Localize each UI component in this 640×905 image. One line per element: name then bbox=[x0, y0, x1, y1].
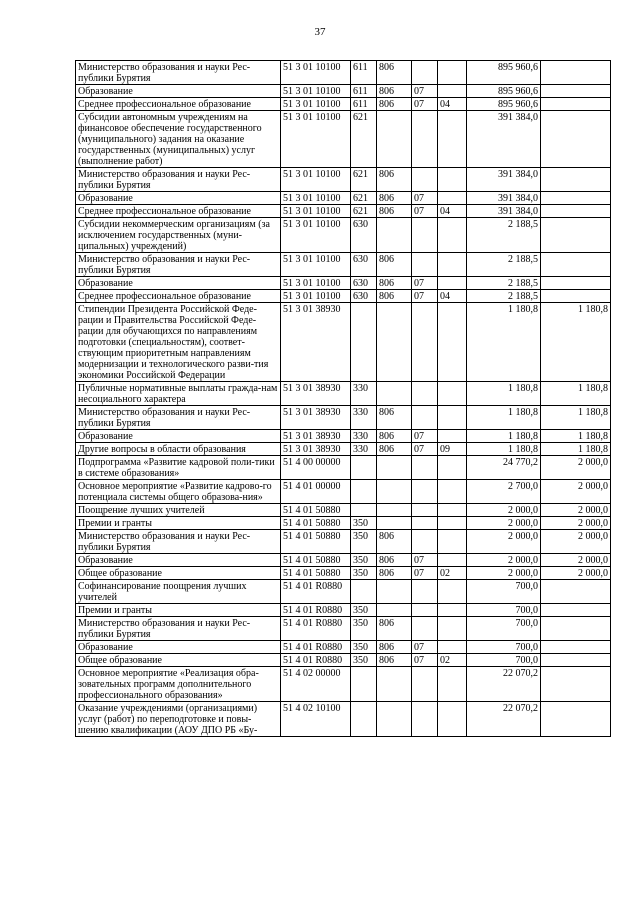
amount-total-cell: 895 960,6 bbox=[467, 61, 541, 85]
amount-federal-cell: 1 180,8 bbox=[541, 406, 611, 430]
target-code-cell: 51 3 01 10100 bbox=[281, 85, 351, 98]
amount-federal-cell bbox=[541, 604, 611, 617]
table-row bbox=[76, 443, 611, 456]
section-cell bbox=[412, 530, 438, 554]
row-name-cell: Основное мероприятие «Реализация обра-зовательных программ дополнительного профессионального образования» bbox=[76, 667, 281, 702]
row-name-cell: Основное мероприятие «Развитие кадрово-го потенциала системы общего образова-ния» bbox=[76, 480, 281, 504]
target-code-cell: 51 3 01 38930 bbox=[281, 303, 351, 382]
amount-total-cell: 2 700,0 bbox=[467, 480, 541, 504]
table-row bbox=[76, 192, 611, 205]
department-cell: 806 bbox=[377, 430, 412, 443]
row-name-cell: Общее образование bbox=[76, 654, 281, 667]
row-name-cell: Министерство образования и науки Рес-публики Бурятия bbox=[76, 61, 281, 85]
amount-federal-cell bbox=[541, 277, 611, 290]
amount-total-cell: 391 384,0 bbox=[467, 168, 541, 192]
target-code-cell: 51 4 01 00000 bbox=[281, 480, 351, 504]
row-name-cell: Образование bbox=[76, 192, 281, 205]
subsection-cell bbox=[438, 617, 467, 641]
department-cell: 806 bbox=[377, 406, 412, 430]
target-code-cell: 51 4 01 R0880 bbox=[281, 617, 351, 641]
target-code-cell: 51 4 01 R0880 bbox=[281, 654, 351, 667]
amount-federal-cell: 1 180,8 bbox=[541, 303, 611, 382]
target-code-cell: 51 3 01 10100 bbox=[281, 277, 351, 290]
section-cell: 07 bbox=[412, 192, 438, 205]
section-cell: 07 bbox=[412, 205, 438, 218]
expense-type-cell: 621 bbox=[351, 111, 377, 168]
amount-federal-cell bbox=[541, 580, 611, 604]
expense-type-cell: 350 bbox=[351, 530, 377, 554]
target-code-cell: 51 4 02 10100 bbox=[281, 702, 351, 737]
section-cell bbox=[412, 702, 438, 737]
row-name-cell: Оказание учреждениями (организациями) услуг (работ) по переподготовке и повы-шению квалификации (АОУ ДПО РБ «Бу- bbox=[76, 702, 281, 737]
section-cell bbox=[412, 406, 438, 430]
table-row bbox=[76, 504, 611, 517]
expense-type-cell: 630 bbox=[351, 253, 377, 277]
department-cell bbox=[377, 604, 412, 617]
table-row bbox=[76, 580, 611, 604]
row-name-cell: Министерство образования и науки Рес-публики Бурятия bbox=[76, 168, 281, 192]
amount-federal-cell bbox=[541, 192, 611, 205]
expense-type-cell: 621 bbox=[351, 168, 377, 192]
table-row bbox=[76, 303, 611, 382]
section-cell bbox=[412, 253, 438, 277]
row-name-cell: Министерство образования и науки Рес-публики Бурятия bbox=[76, 253, 281, 277]
row-name-cell: Министерство образования и науки Рес-публики Бурятия bbox=[76, 617, 281, 641]
target-code-cell: 51 3 01 38930 bbox=[281, 430, 351, 443]
target-code-cell: 51 3 01 10100 bbox=[281, 205, 351, 218]
amount-total-cell: 700,0 bbox=[467, 654, 541, 667]
subsection-cell bbox=[438, 430, 467, 443]
amount-total-cell: 1 180,8 bbox=[467, 430, 541, 443]
subsection-cell bbox=[438, 604, 467, 617]
expense-type-cell: 621 bbox=[351, 192, 377, 205]
subsection-cell bbox=[438, 504, 467, 517]
section-cell bbox=[412, 111, 438, 168]
amount-federal-cell: 2 000,0 bbox=[541, 567, 611, 580]
department-cell bbox=[377, 517, 412, 530]
subsection-cell bbox=[438, 382, 467, 406]
department-cell: 806 bbox=[377, 253, 412, 277]
section-cell: 07 bbox=[412, 641, 438, 654]
section-cell: 07 bbox=[412, 98, 438, 111]
amount-federal-cell: 2 000,0 bbox=[541, 517, 611, 530]
amount-federal-cell: 1 180,8 bbox=[541, 382, 611, 406]
row-name-cell: Публичные нормативные выплаты гражда-нам несоциального характера bbox=[76, 382, 281, 406]
table-row bbox=[76, 382, 611, 406]
amount-federal-cell: 2 000,0 bbox=[541, 504, 611, 517]
amount-total-cell: 700,0 bbox=[467, 580, 541, 604]
department-cell: 806 bbox=[377, 205, 412, 218]
subsection-cell bbox=[438, 530, 467, 554]
subsection-cell: 04 bbox=[438, 205, 467, 218]
amount-total-cell: 22 070,2 bbox=[467, 702, 541, 737]
subsection-cell bbox=[438, 702, 467, 737]
department-cell: 806 bbox=[377, 654, 412, 667]
amount-total-cell: 391 384,0 bbox=[467, 205, 541, 218]
table-row bbox=[76, 567, 611, 580]
section-cell: 07 bbox=[412, 554, 438, 567]
row-name-cell: Общее образование bbox=[76, 567, 281, 580]
row-name-cell: Другие вопросы в области образования bbox=[76, 443, 281, 456]
department-cell: 806 bbox=[377, 617, 412, 641]
table-row bbox=[76, 517, 611, 530]
amount-federal-cell bbox=[541, 168, 611, 192]
department-cell bbox=[377, 580, 412, 604]
subsection-cell bbox=[438, 111, 467, 168]
target-code-cell: 51 4 01 R0880 bbox=[281, 604, 351, 617]
expense-type-cell bbox=[351, 456, 377, 480]
table-row bbox=[76, 554, 611, 567]
expense-type-cell bbox=[351, 303, 377, 382]
target-code-cell: 51 3 01 38930 bbox=[281, 443, 351, 456]
department-cell: 806 bbox=[377, 443, 412, 456]
section-cell bbox=[412, 504, 438, 517]
subsection-cell bbox=[438, 580, 467, 604]
subsection-cell bbox=[438, 554, 467, 567]
target-code-cell: 51 3 01 10100 bbox=[281, 192, 351, 205]
amount-federal-cell: 1 180,8 bbox=[541, 443, 611, 456]
amount-total-cell: 700,0 bbox=[467, 641, 541, 654]
expense-type-cell: 330 bbox=[351, 430, 377, 443]
table-row bbox=[76, 480, 611, 504]
section-cell bbox=[412, 667, 438, 702]
department-cell: 806 bbox=[377, 192, 412, 205]
section-cell: 07 bbox=[412, 290, 438, 303]
table-row bbox=[76, 85, 611, 98]
amount-total-cell: 2 188,5 bbox=[467, 277, 541, 290]
department-cell bbox=[377, 504, 412, 517]
row-name-cell: Образование bbox=[76, 85, 281, 98]
table-row bbox=[76, 406, 611, 430]
section-cell bbox=[412, 61, 438, 85]
amount-total-cell: 700,0 bbox=[467, 604, 541, 617]
amount-federal-cell: 2 000,0 bbox=[541, 480, 611, 504]
amount-federal-cell bbox=[541, 218, 611, 253]
amount-federal-cell: 1 180,8 bbox=[541, 430, 611, 443]
amount-federal-cell bbox=[541, 702, 611, 737]
table-row bbox=[76, 530, 611, 554]
section-cell bbox=[412, 382, 438, 406]
expense-type-cell: 350 bbox=[351, 567, 377, 580]
table-row bbox=[76, 654, 611, 667]
department-cell: 806 bbox=[377, 98, 412, 111]
section-cell: 07 bbox=[412, 430, 438, 443]
department-cell bbox=[377, 218, 412, 253]
target-code-cell: 51 4 01 50880 bbox=[281, 554, 351, 567]
table-row bbox=[76, 205, 611, 218]
expense-type-cell: 350 bbox=[351, 654, 377, 667]
subsection-cell: 04 bbox=[438, 98, 467, 111]
department-cell: 806 bbox=[377, 530, 412, 554]
section-cell bbox=[412, 480, 438, 504]
amount-total-cell: 2 000,0 bbox=[467, 530, 541, 554]
target-code-cell: 51 4 01 50880 bbox=[281, 567, 351, 580]
table-row bbox=[76, 617, 611, 641]
target-code-cell: 51 3 01 38930 bbox=[281, 382, 351, 406]
expense-type-cell bbox=[351, 504, 377, 517]
amount-total-cell: 22 070,2 bbox=[467, 667, 541, 702]
department-cell: 806 bbox=[377, 290, 412, 303]
department-cell: 806 bbox=[377, 61, 412, 85]
row-name-cell: Среднее профессиональное образование bbox=[76, 205, 281, 218]
amount-federal-cell: 2 000,0 bbox=[541, 554, 611, 567]
section-cell bbox=[412, 218, 438, 253]
department-cell: 806 bbox=[377, 277, 412, 290]
subsection-cell bbox=[438, 218, 467, 253]
section-cell: 07 bbox=[412, 443, 438, 456]
target-code-cell: 51 3 01 10100 bbox=[281, 290, 351, 303]
expense-type-cell: 630 bbox=[351, 218, 377, 253]
expense-type-cell: 611 bbox=[351, 98, 377, 111]
expense-type-cell: 330 bbox=[351, 406, 377, 430]
section-cell bbox=[412, 456, 438, 480]
row-name-cell: Премии и гранты bbox=[76, 517, 281, 530]
table-row bbox=[76, 277, 611, 290]
amount-total-cell: 2 000,0 bbox=[467, 517, 541, 530]
amount-federal-cell bbox=[541, 98, 611, 111]
expense-type-cell: 630 bbox=[351, 290, 377, 303]
section-cell bbox=[412, 617, 438, 641]
row-name-cell: Министерство образования и науки Рес-публики Бурятия bbox=[76, 406, 281, 430]
target-code-cell: 51 3 01 10100 bbox=[281, 98, 351, 111]
subsection-cell: 02 bbox=[438, 567, 467, 580]
row-name-cell: Образование bbox=[76, 554, 281, 567]
section-cell: 07 bbox=[412, 85, 438, 98]
subsection-cell bbox=[438, 277, 467, 290]
amount-federal-cell bbox=[541, 253, 611, 277]
expense-type-cell: 330 bbox=[351, 382, 377, 406]
subsection-cell: 09 bbox=[438, 443, 467, 456]
amount-federal-cell bbox=[541, 641, 611, 654]
section-cell bbox=[412, 168, 438, 192]
section-cell bbox=[412, 517, 438, 530]
subsection-cell bbox=[438, 517, 467, 530]
target-code-cell: 51 3 01 10100 bbox=[281, 218, 351, 253]
department-cell: 806 bbox=[377, 85, 412, 98]
subsection-cell bbox=[438, 253, 467, 277]
table-row bbox=[76, 702, 611, 737]
row-name-cell: Стипендии Президента Российской Феде-рации и Правительства Российской Феде-рации для обучающихся по направлениям подготовки (специальностям), соответ-ствующим приоритетным направлениям модернизации и технологического разви-тия экономики Российской Федерации bbox=[76, 303, 281, 382]
target-code-cell: 51 4 01 50880 bbox=[281, 530, 351, 554]
row-name-cell: Подпрограмма «Развитие кадровой поли-тики в системе образования» bbox=[76, 456, 281, 480]
amount-total-cell: 1 180,8 bbox=[467, 382, 541, 406]
row-name-cell: Министерство образования и науки Рес-публики Бурятия bbox=[76, 530, 281, 554]
target-code-cell: 51 3 01 10100 bbox=[281, 61, 351, 85]
amount-total-cell: 2 000,0 bbox=[467, 554, 541, 567]
table-row bbox=[76, 218, 611, 253]
budget-table bbox=[75, 60, 611, 737]
department-cell bbox=[377, 456, 412, 480]
department-cell: 806 bbox=[377, 567, 412, 580]
amount-federal-cell bbox=[541, 654, 611, 667]
section-cell bbox=[412, 303, 438, 382]
department-cell bbox=[377, 480, 412, 504]
amount-federal-cell bbox=[541, 290, 611, 303]
expense-type-cell: 611 bbox=[351, 85, 377, 98]
amount-federal-cell bbox=[541, 667, 611, 702]
department-cell bbox=[377, 382, 412, 406]
expense-type-cell: 630 bbox=[351, 277, 377, 290]
amount-total-cell: 2 000,0 bbox=[467, 504, 541, 517]
target-code-cell: 51 3 01 38930 bbox=[281, 406, 351, 430]
amount-total-cell: 895 960,6 bbox=[467, 98, 541, 111]
target-code-cell: 51 3 01 10100 bbox=[281, 253, 351, 277]
amount-total-cell: 2 188,5 bbox=[467, 253, 541, 277]
expense-type-cell: 621 bbox=[351, 205, 377, 218]
expense-type-cell bbox=[351, 702, 377, 737]
expense-type-cell: 350 bbox=[351, 604, 377, 617]
expense-type-cell: 350 bbox=[351, 517, 377, 530]
amount-total-cell: 391 384,0 bbox=[467, 192, 541, 205]
department-cell bbox=[377, 111, 412, 168]
subsection-cell bbox=[438, 85, 467, 98]
amount-total-cell: 1 180,8 bbox=[467, 406, 541, 430]
subsection-cell bbox=[438, 641, 467, 654]
row-name-cell: Образование bbox=[76, 430, 281, 443]
expense-type-cell: 330 bbox=[351, 443, 377, 456]
row-name-cell: Субсидии автономным учреждениям на финансовое обеспечение государственного (муниципального) задания на оказание государственных (муниципальных) услуг (выполнение работ) bbox=[76, 111, 281, 168]
amount-federal-cell bbox=[541, 61, 611, 85]
amount-total-cell: 24 770,2 bbox=[467, 456, 541, 480]
department-cell: 806 bbox=[377, 641, 412, 654]
expense-type-cell bbox=[351, 580, 377, 604]
section-cell: 07 bbox=[412, 654, 438, 667]
expense-type-cell: 350 bbox=[351, 617, 377, 641]
amount-total-cell: 2 188,5 bbox=[467, 290, 541, 303]
expense-type-cell: 350 bbox=[351, 641, 377, 654]
row-name-cell: Поощрение лучших учителей bbox=[76, 504, 281, 517]
subsection-cell bbox=[438, 480, 467, 504]
amount-total-cell: 2 188,5 bbox=[467, 218, 541, 253]
amount-federal-cell bbox=[541, 617, 611, 641]
subsection-cell bbox=[438, 456, 467, 480]
amount-total-cell: 700,0 bbox=[467, 617, 541, 641]
amount-total-cell: 2 000,0 bbox=[467, 567, 541, 580]
amount-federal-cell: 2 000,0 bbox=[541, 456, 611, 480]
target-code-cell: 51 4 01 R0880 bbox=[281, 580, 351, 604]
department-cell bbox=[377, 702, 412, 737]
target-code-cell: 51 4 01 R0880 bbox=[281, 641, 351, 654]
subsection-cell bbox=[438, 192, 467, 205]
table-row bbox=[76, 604, 611, 617]
target-code-cell: 51 4 02 00000 bbox=[281, 667, 351, 702]
amount-total-cell: 391 384,0 bbox=[467, 111, 541, 168]
subsection-cell bbox=[438, 406, 467, 430]
amount-federal-cell bbox=[541, 205, 611, 218]
row-name-cell: Образование bbox=[76, 641, 281, 654]
department-cell bbox=[377, 303, 412, 382]
amount-federal-cell bbox=[541, 85, 611, 98]
department-cell bbox=[377, 667, 412, 702]
table-row bbox=[76, 641, 611, 654]
table-row bbox=[76, 430, 611, 443]
page-number: 37 bbox=[314, 26, 326, 38]
row-name-cell: Субсидии некоммерческим организациям (за исключением государственных (муни-ципальных) учреждений) bbox=[76, 218, 281, 253]
subsection-cell: 02 bbox=[438, 654, 467, 667]
target-code-cell: 51 4 01 50880 bbox=[281, 504, 351, 517]
section-cell: 07 bbox=[412, 277, 438, 290]
table-row bbox=[76, 253, 611, 277]
target-code-cell: 51 4 01 50880 bbox=[281, 517, 351, 530]
table-row bbox=[76, 290, 611, 303]
row-name-cell: Образование bbox=[76, 277, 281, 290]
row-name-cell: Премии и гранты bbox=[76, 604, 281, 617]
target-code-cell: 51 3 01 10100 bbox=[281, 111, 351, 168]
amount-total-cell: 1 180,8 bbox=[467, 303, 541, 382]
subsection-cell bbox=[438, 168, 467, 192]
department-cell: 806 bbox=[377, 168, 412, 192]
department-cell: 806 bbox=[377, 554, 412, 567]
row-name-cell: Среднее профессиональное образование bbox=[76, 98, 281, 111]
subsection-cell: 04 bbox=[438, 290, 467, 303]
table-row bbox=[76, 61, 611, 85]
table-row bbox=[76, 667, 611, 702]
section-cell bbox=[412, 604, 438, 617]
table-row bbox=[76, 456, 611, 480]
subsection-cell bbox=[438, 303, 467, 382]
target-code-cell: 51 3 01 10100 bbox=[281, 168, 351, 192]
expense-type-cell: 611 bbox=[351, 61, 377, 85]
target-code-cell: 51 4 00 00000 bbox=[281, 456, 351, 480]
section-cell: 07 bbox=[412, 567, 438, 580]
row-name-cell: Среднее профессиональное образование bbox=[76, 290, 281, 303]
amount-total-cell: 1 180,8 bbox=[467, 443, 541, 456]
table-row bbox=[76, 168, 611, 192]
expense-type-cell bbox=[351, 480, 377, 504]
expense-type-cell bbox=[351, 667, 377, 702]
table-row bbox=[76, 111, 611, 168]
row-name-cell: Софинансирование поощрения лучших учителей bbox=[76, 580, 281, 604]
amount-federal-cell bbox=[541, 111, 611, 168]
section-cell bbox=[412, 580, 438, 604]
amount-federal-cell: 2 000,0 bbox=[541, 530, 611, 554]
subsection-cell bbox=[438, 667, 467, 702]
expense-type-cell: 350 bbox=[351, 554, 377, 567]
table-row bbox=[76, 98, 611, 111]
subsection-cell bbox=[438, 61, 467, 85]
amount-total-cell: 895 960,6 bbox=[467, 85, 541, 98]
